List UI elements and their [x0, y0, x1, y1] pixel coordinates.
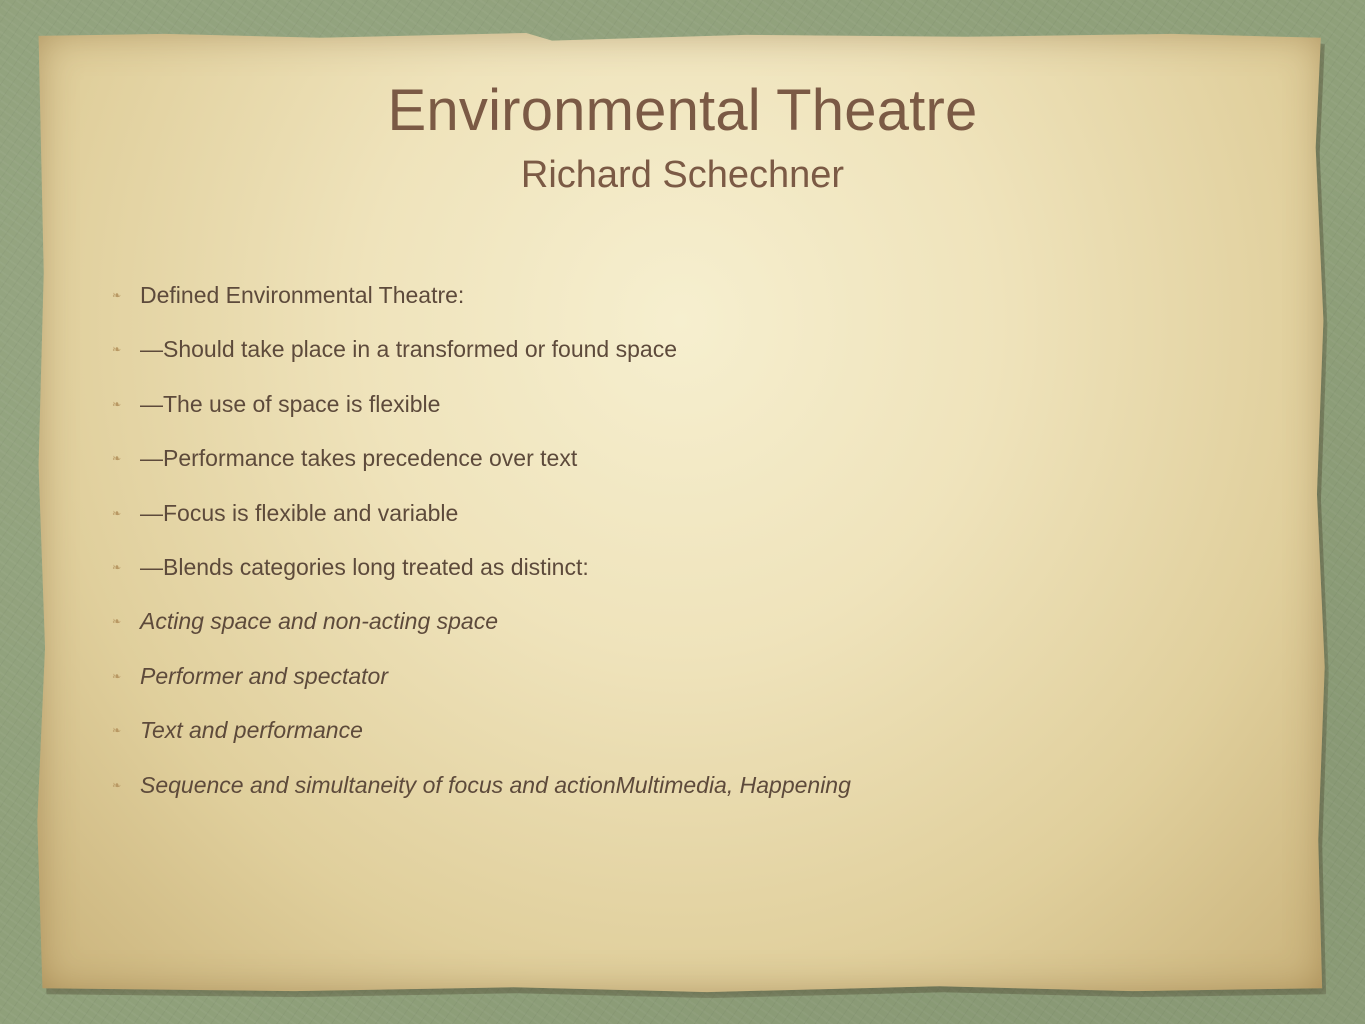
- subtitle-text: Richard Schechner: [520, 154, 845, 196]
- bullet-text: —Should take place in a transformed or found space: [140, 336, 677, 363]
- list-item: [112, 443, 851, 497]
- spiral-bullet-icon: ❧: [112, 779, 122, 792]
- list-item: [112, 389, 851, 443]
- spiral-bullet-icon: ❧: [112, 725, 122, 738]
- bullet-text: Acting space and non-acting space: [140, 608, 499, 635]
- bullet-text: —Blends categories long treated as distinct:: [140, 553, 589, 580]
- bullet-text: Sequence and simultaneity of focus and actionMultimedia, Happening: [140, 771, 851, 798]
- bullet-text: Text and performance: [140, 717, 363, 744]
- bullet-text: —Performance takes precedence over text: [140, 445, 578, 472]
- list-item: [112, 280, 851, 334]
- bullet-list: [112, 280, 851, 824]
- slide-title: Environmental Theatre: [387, 78, 978, 143]
- list-item: [112, 552, 851, 606]
- bullet-text: —Focus is flexible and variable: [140, 499, 459, 526]
- list-item: [112, 606, 851, 660]
- spiral-bullet-icon: ❧: [112, 670, 122, 683]
- spiral-bullet-icon: ❧: [112, 290, 122, 302]
- list-item: [112, 334, 851, 388]
- spiral-bullet-icon: ❧: [112, 398, 122, 411]
- list-item: [112, 715, 851, 769]
- spiral-bullet-icon: ❧: [112, 561, 122, 574]
- slide-subtitle: [0, 156, 1365, 194]
- list-item: [112, 498, 851, 552]
- spiral-bullet-icon: ❧: [112, 507, 122, 520]
- spiral-bullet-icon: ❧: [112, 344, 122, 357]
- list-item: [112, 770, 851, 824]
- bullet-text: —The use of space is flexible: [140, 390, 441, 417]
- bullet-text: Defined Environmental Theatre:: [140, 282, 465, 308]
- bullet-text: Performer and spectator: [140, 662, 389, 689]
- spiral-bullet-icon: ❧: [112, 616, 122, 629]
- list-item: [112, 661, 851, 715]
- spiral-bullet-icon: ❧: [112, 453, 122, 466]
